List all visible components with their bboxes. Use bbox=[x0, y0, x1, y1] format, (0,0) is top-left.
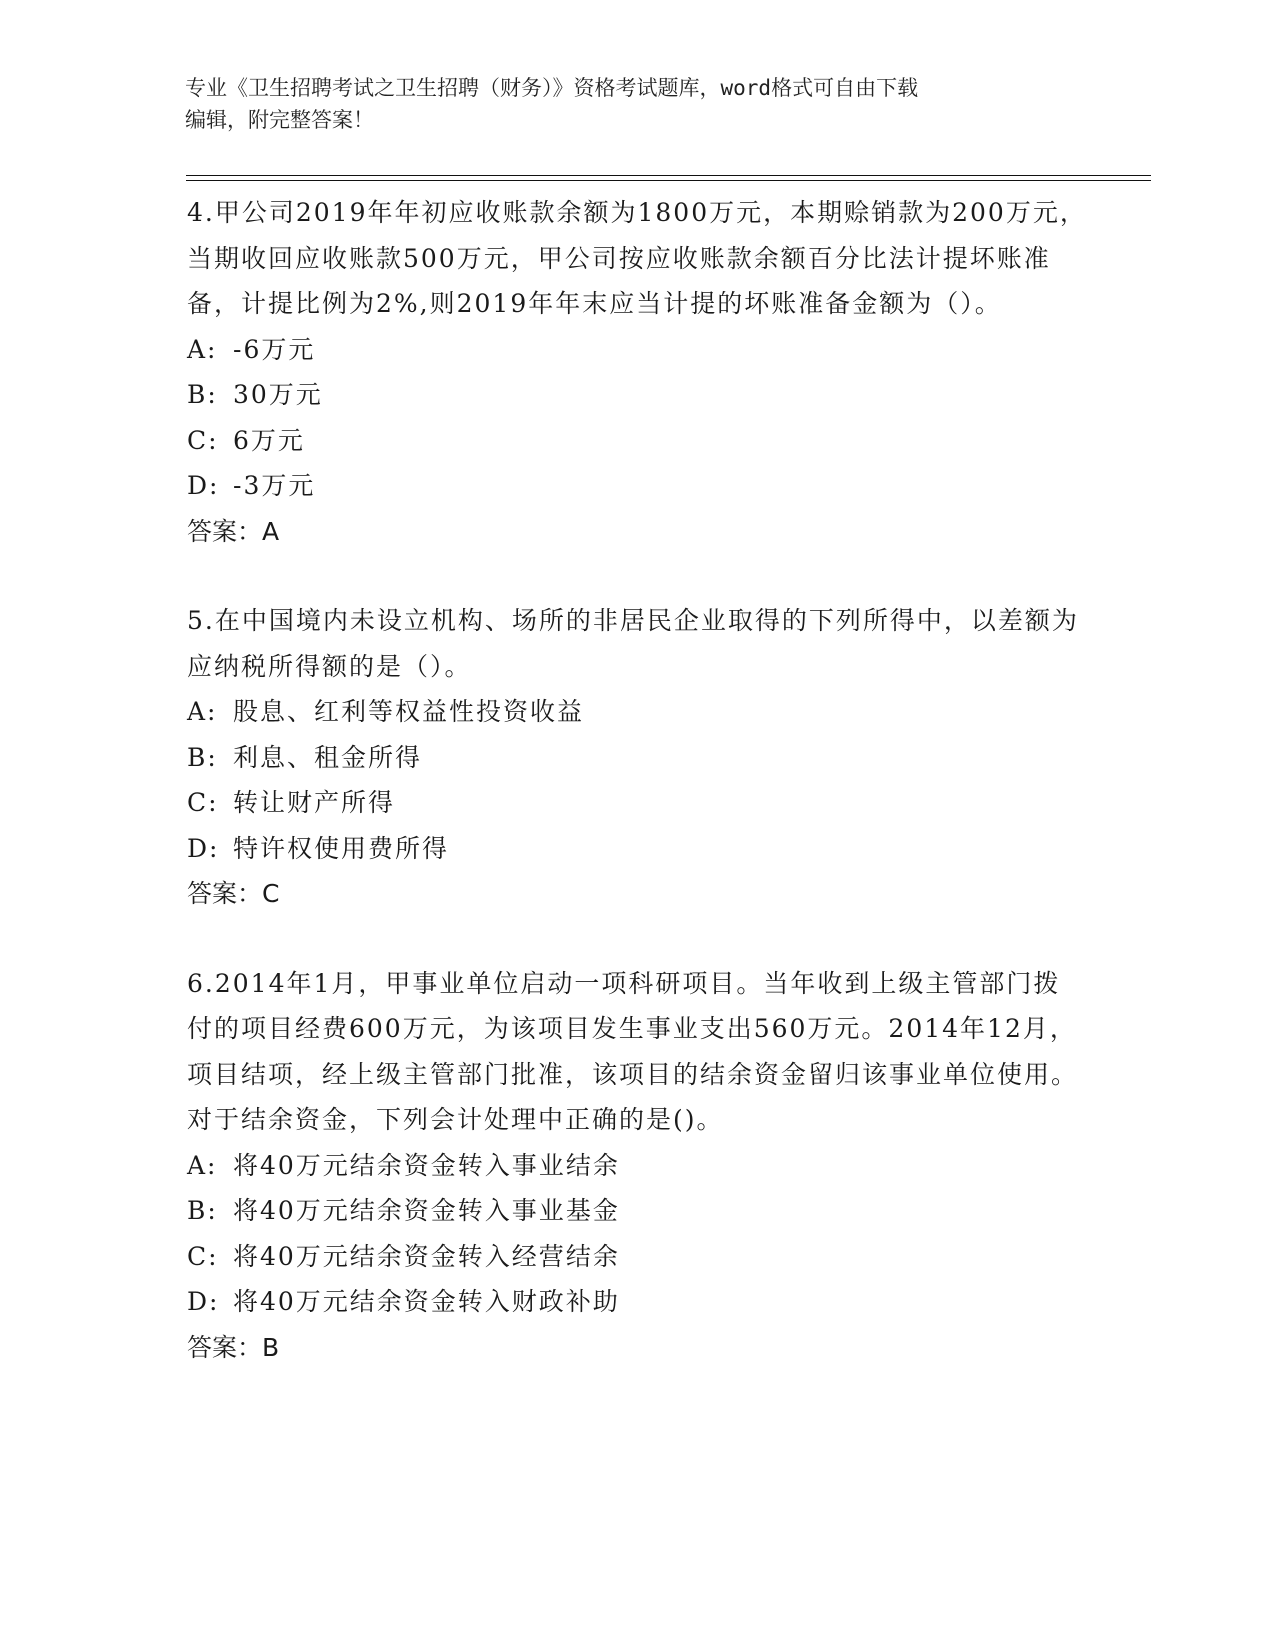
option-text: 股息、红利等权益性投资收益 bbox=[233, 697, 585, 726]
question-stem: 4.甲公司2019年年初应收账款余额为1800万元，本期赊销款为200万元，当期收回应收账款500万元，甲公司按应收账款余额百分比法计提坏账准备，计提比例为2%,则2019年年末应当计提的坏账准备金额为（）。 bbox=[187, 198, 1087, 318]
option-b bbox=[187, 735, 1087, 781]
option-d bbox=[187, 1279, 1087, 1325]
option-text: 将40万元结余资金转入经营结余 bbox=[233, 1241, 620, 1271]
option-d bbox=[187, 826, 1087, 872]
option-letter: B: bbox=[187, 380, 218, 409]
header-line-2: 编辑，附完整答案！ bbox=[185, 108, 374, 132]
option-letter: B: bbox=[187, 1196, 218, 1225]
answer: 答案：A bbox=[187, 516, 280, 546]
option-b bbox=[187, 372, 1087, 418]
header-divider-top bbox=[186, 175, 1151, 176]
answer: 答案：C bbox=[187, 879, 280, 908]
option-letter: B: bbox=[187, 742, 218, 772]
option-letter: C: bbox=[187, 425, 219, 455]
document-header bbox=[185, 72, 1065, 136]
question-stem: 5.在中国境内未设立机构、场所的非居民企业取得的下列所得中，以差额为应纳税所得额的是（）。 bbox=[187, 606, 1079, 681]
option-a bbox=[187, 327, 1087, 373]
option-text: 利息、租金所得 bbox=[233, 742, 423, 772]
question-4 bbox=[187, 190, 1087, 554]
option-text: 特许权使用费所得 bbox=[233, 833, 450, 863]
option-text: -3万元 bbox=[233, 471, 316, 500]
option-c bbox=[187, 418, 1087, 464]
option-text: -6万元 bbox=[233, 334, 316, 364]
option-text: 转让财产所得 bbox=[233, 788, 396, 817]
option-letter: D: bbox=[187, 833, 220, 863]
question-5 bbox=[187, 598, 1087, 917]
question-6 bbox=[187, 961, 1087, 1371]
option-text: 将40万元结余资金转入事业结余 bbox=[233, 1150, 620, 1180]
option-letter: D: bbox=[187, 1287, 220, 1316]
option-letter: C: bbox=[187, 1241, 219, 1271]
option-d bbox=[187, 463, 1087, 509]
option-letter: A: bbox=[187, 334, 218, 364]
option-text: 将40万元结余资金转入财政补助 bbox=[233, 1287, 620, 1316]
option-b bbox=[187, 1188, 1087, 1234]
header-divider-bottom bbox=[186, 180, 1151, 181]
option-c bbox=[187, 1234, 1087, 1280]
option-letter: D: bbox=[187, 471, 220, 500]
answer: 答案：B bbox=[187, 1332, 280, 1362]
option-text: 6万元 bbox=[233, 425, 305, 455]
option-text: 30万元 bbox=[233, 380, 323, 409]
option-text: 将40万元结余资金转入事业基金 bbox=[233, 1196, 620, 1225]
question-list bbox=[187, 190, 1087, 1414]
header-line-1: 专业《卫生招聘考试之卫生招聘（财务）》资格考试题库，word格式可自由下载 bbox=[185, 76, 919, 100]
option-a bbox=[187, 689, 1087, 735]
option-letter: C: bbox=[187, 788, 219, 817]
option-letter: A: bbox=[187, 1150, 218, 1180]
option-c bbox=[187, 780, 1087, 826]
question-stem: 6.2014年1月，甲事业单位启动一项科研项目。当年收到上级主管部门拨付的项目经费600万元，为该项目发生事业支出560万元。2014年12月，项目结项，经上级主管部门批准，该项目的结余资金留归该事业单位使用。对于结余资金，下列会计处理中正确的是()。 bbox=[187, 968, 1079, 1134]
option-letter: A: bbox=[187, 697, 218, 726]
option-a bbox=[187, 1143, 1087, 1189]
